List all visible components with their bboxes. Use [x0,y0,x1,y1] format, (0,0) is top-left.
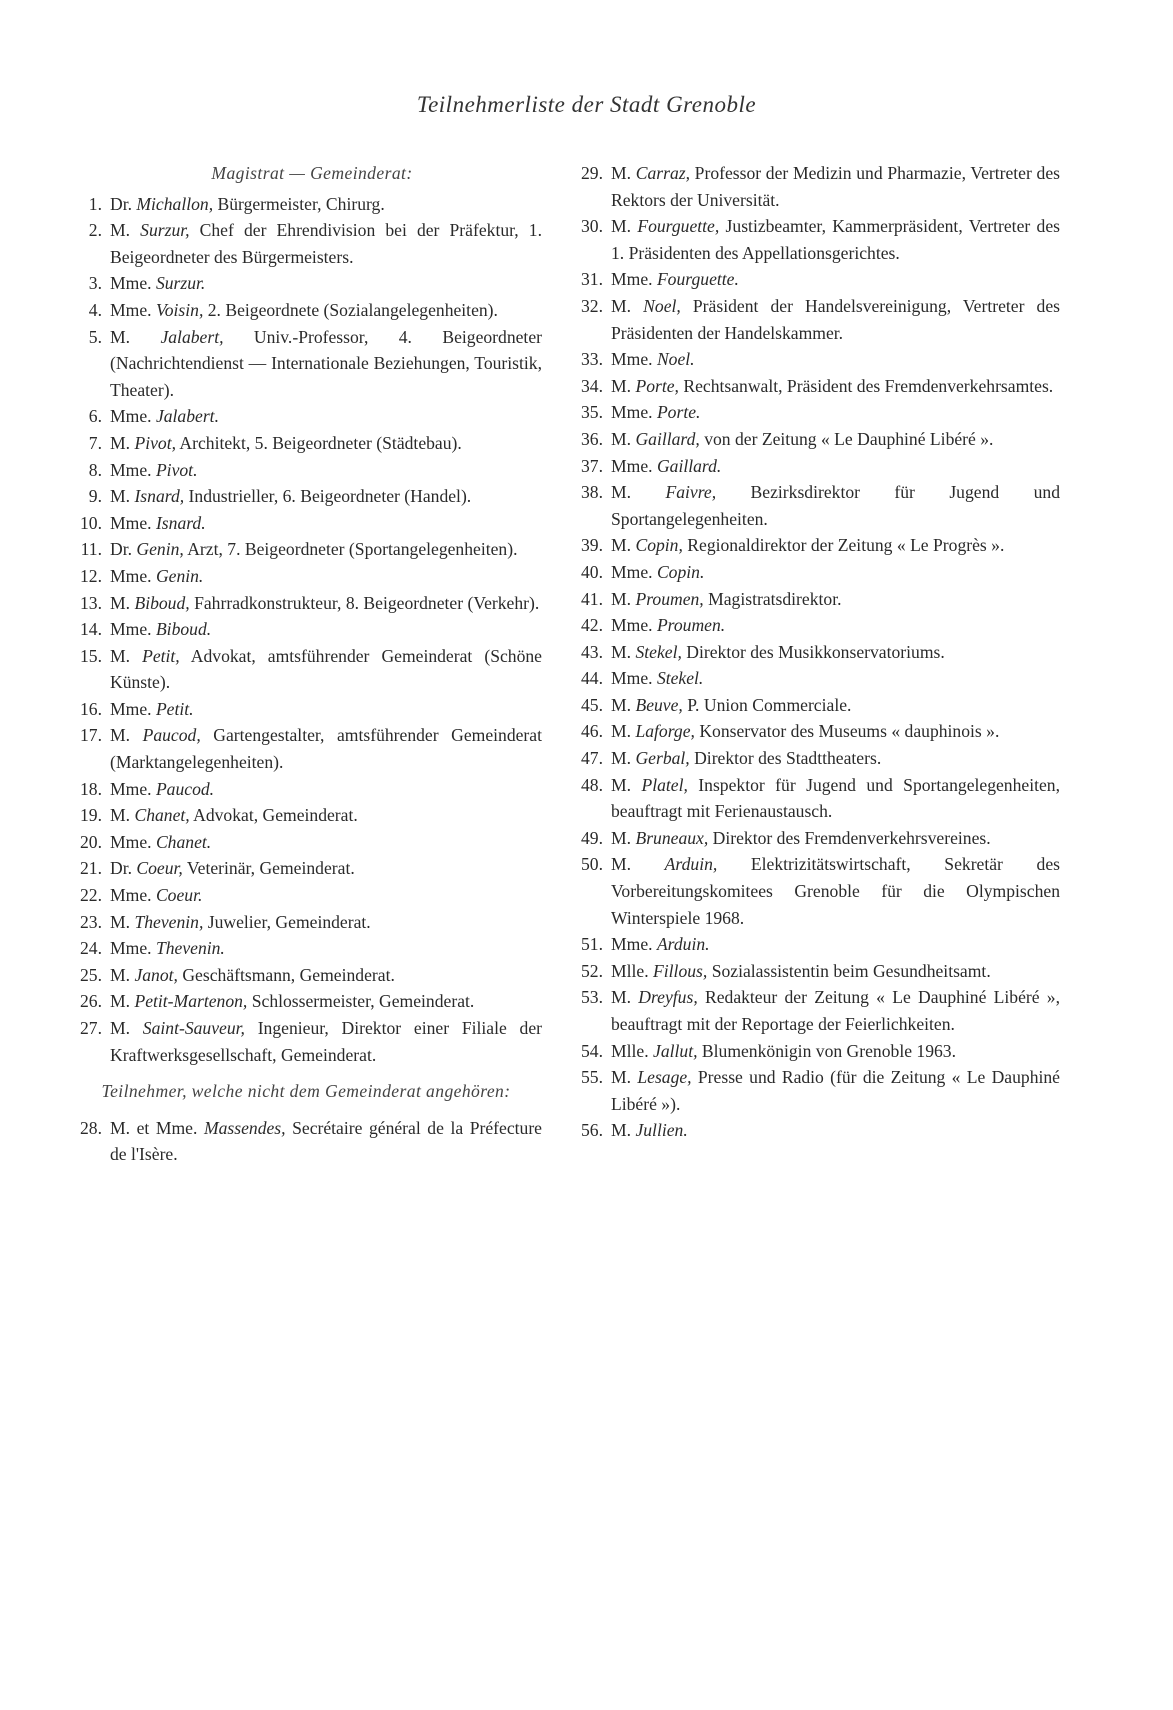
list-item [563,612,1060,639]
entry-number: 8. [88,459,102,480]
list-item [62,270,542,297]
entry-number: 22. [80,885,102,906]
list-item [62,430,542,457]
list-item [563,931,1060,958]
entry-name: Paucod, [142,725,201,746]
entry-description: Schlossermeister, Gemeinderat. [247,991,475,1012]
entry-name: Carraz, [635,163,690,183]
entry-name: Gaillard, [635,428,700,449]
list-item [563,346,1060,373]
list-item [563,958,1060,985]
entry-description: Advokat, Gemeinderat. [189,805,358,826]
entry-name: Porte. [656,402,701,423]
entry-name: Chanet. [155,831,212,852]
list-item [62,590,542,617]
list-item [62,802,542,829]
entry-title: M. [611,295,644,316]
entry-name: Jalabert. [155,406,219,427]
entry-title: M. [611,774,642,795]
entry-name: Pivot, [134,432,176,453]
entry-name: Biboud. [155,619,212,640]
entry-description: 2. Beigeordnete (Sozialangelegenheiten). [203,299,498,320]
entry-number: 43. [581,641,603,662]
entry-number: 23. [80,911,102,932]
entry-title: M. [110,964,135,985]
entry-name: Thevenin. [155,938,225,959]
entry-number: 12. [80,565,102,586]
entry-list-magistrat [62,191,542,1069]
entry-name: Coeur, [136,858,183,879]
entry-number: 18. [80,778,102,799]
entry-name: Fourguette. [656,269,739,290]
entry-name: Chanet, [134,805,190,826]
list-item [563,1064,1060,1117]
entry-description: Professor der Medizin und Pharmazie, Vertreter des Rektors der Universität. [611,163,1060,210]
list-item [563,1117,1060,1144]
list-item [62,909,542,936]
entry-title: M. [611,588,636,609]
entry-title: M. [611,854,665,875]
entry-number: 2. [88,220,102,241]
entry-name: Biboud, [134,592,190,613]
list-item [62,403,542,430]
list-item [563,559,1060,586]
entry-description: Blumenkönigin von Grenoble 1963. [697,1040,957,1061]
entry-number: 10. [80,512,102,533]
entry-title: Dr. [110,539,137,560]
entry-title: M. [110,1018,143,1038]
entry-name: Pivot. [155,459,198,480]
entry-title: Mme. [110,512,156,533]
entry-description: Inspektor für Jugend und Sportangelegenheiten, beauftragt mit Ferienaustausch. [611,774,1060,822]
entry-number: 9. [88,486,102,507]
entry-description: Secrétaire général de la Préfecture de l'Isère. [110,1117,542,1165]
entry-title: M. [611,1067,638,1088]
entry-description: von der Zeitung « Le Dauphiné Libéré ». [699,428,994,449]
right-column [563,160,1060,1144]
list-item [563,586,1060,613]
list-item [563,772,1060,825]
list-item [62,324,542,404]
entry-title: Mlle. [611,960,654,981]
entry-title: M. [110,991,135,1012]
entry-number: 34. [581,375,603,396]
entry-number: 56. [581,1120,603,1141]
entry-name: Noel, [643,295,681,316]
list-item [62,510,542,537]
entry-title: Mme. [110,938,156,959]
entry-name: Petit, [142,645,180,666]
entry-number: 38. [581,482,603,503]
entry-description: Univ.-Professor, 4. Beigeordneter (Nachrichtendienst — Internationale Beziehungen, Touristik, Theater). [110,326,542,400]
entry-number: 1. [88,193,102,214]
entry-description: Arzt, 7. Beigeordneter (Sportangelegenheiten). [183,539,518,560]
entry-number: 3. [88,273,102,294]
entry-title: M. [110,592,135,613]
entry-number: 13. [80,592,102,613]
list-item [563,639,1060,666]
entry-number: 6. [88,406,102,427]
entry-name: Copin. [656,561,705,582]
list-item [62,776,542,803]
entry-number: 53. [581,987,603,1008]
entry-title: Mme. [110,406,156,427]
list-item [563,373,1060,400]
entry-name: Janot, [134,964,178,985]
entry-description: Präsident der Handelsvereinigung, Vertreter des Präsidenten der Handelskammer. [611,295,1060,343]
entry-list-other [62,1115,542,1168]
entry-name: Stekel, [635,641,682,662]
entry-title: Mme. [611,455,657,476]
entry-title: M. [611,163,636,183]
entry-title: Mme. [611,615,657,636]
entry-title: M. [110,486,135,507]
list-item [563,718,1060,745]
entry-title: M. [110,725,143,746]
entry-description: Sozialassistentin beim Gesundheitsamt. [707,960,991,981]
entry-name: Coeur. [155,885,203,906]
entry-title: M. [611,748,636,769]
entry-number: 36. [581,428,603,449]
list-item [563,399,1060,426]
entry-title: Mme. [110,885,156,906]
entry-name: Surzur. [155,273,206,294]
entry-name: Genin. [155,565,204,586]
entry-title: Mme. [110,619,156,640]
entry-number: 21. [80,858,102,879]
entry-number: 42. [581,615,603,636]
entry-description: Elektrizitätswirtschaft, Sekretär des Vorbereitungskomitees Grenoble für die Olympischen Winterspiele 1968. [611,854,1060,928]
list-item [563,532,1060,559]
entry-name: Thevenin, [134,911,204,932]
list-item [563,479,1060,532]
entry-number: 54. [581,1040,603,1061]
list-item [62,935,542,962]
list-item [62,1115,542,1168]
entry-number: 47. [581,748,603,769]
entry-number: 20. [80,831,102,852]
entry-number: 14. [80,619,102,640]
entry-title: Mme. [110,831,156,852]
entry-number: 35. [581,402,603,423]
entry-description: P. Union Commerciale. [682,694,852,715]
entry-description: Justizbeamter, Kammerpräsident, Vertreter des 1. Präsidenten des Appellationsgerichtes. [611,216,1060,263]
entry-description: Redakteur der Zeitung « Le Dauphiné Libéré », beauftragt mit der Reportage der Feierlichkeiten. [611,987,1060,1034]
entry-description: Magistratsdirektor. [703,588,842,609]
list-item [62,483,542,510]
entry-description: Advokat, amtsführender Gemeinderat (Schöne Künste). [110,645,542,693]
list-item [62,882,542,909]
entry-description: Fahrradkonstrukteur, 8. Beigeordneter (Verkehr). [189,592,540,613]
list-item [62,217,542,270]
entry-title: Mme. [611,561,657,582]
entry-name: Gerbal, [635,748,690,769]
entry-title: M. [611,694,636,715]
entry-title: M. [611,428,636,449]
entry-title: Mme. [110,698,156,719]
entry-number: 51. [581,934,603,955]
entry-description: Direktor des Fremdenverkehrsvereines. [708,827,991,848]
entry-name: Arduin. [656,934,710,955]
list-item [563,692,1060,719]
entry-description: Veterinär, Gemeinderat. [182,858,355,879]
entry-title: Mme. [110,299,156,320]
entry-number: 19. [80,805,102,826]
entry-name: Isnard. [155,512,206,533]
entry-title: Mlle. [611,1040,654,1061]
entry-number: 55. [581,1067,603,1088]
list-item [563,266,1060,293]
entry-description: Chef der Ehrendivision bei der Präfektur, 1. Beigeordneter des Bürgermeisters. [110,220,542,267]
entry-description: Direktor des Musikkonservatoriums. [681,641,945,662]
entry-title: M. [611,987,639,1008]
entry-name: Faivre, [665,482,717,503]
entry-name: Proumen, [635,588,704,609]
entry-name: Paucod. [155,778,215,799]
entry-name: Fourguette, [637,216,720,237]
entry-number: 7. [88,432,102,453]
entry-number: 30. [581,216,603,237]
entry-title: Mme. [611,934,657,955]
page-title: Teilnehmerliste der Stadt Grenoble [416,92,757,117]
entry-description: Direktor des Stadttheaters. [689,748,882,769]
entry-title: M. [611,375,636,396]
entry-title: M. [110,326,161,347]
entry-number: 45. [581,694,603,715]
entry-number: 46. [581,721,603,742]
list-item [62,988,542,1015]
entry-number: 31. [581,269,603,290]
entry-name: Arduin, [664,854,718,875]
entry-number: 4. [88,299,102,320]
entry-description: Rechtsanwalt, Präsident des Fremdenverkehrsamtes. [678,375,1054,396]
entry-name: Isnard, [134,486,185,507]
entry-list-right [563,160,1060,1144]
entry-name: Fillous, [653,960,708,981]
entry-number: 15. [80,645,102,666]
entry-title: M. [110,805,135,826]
entry-title: M. [611,535,636,556]
entry-name: Michallon, [136,193,214,214]
entry-description: Gartengestalter, amtsführender Gemeinderat (Marktangelegenheiten). [110,725,542,773]
entry-name: Petit-Martenon, [134,991,248,1012]
entry-description: Geschäftsmann, Gemeinderat. [177,964,395,985]
entry-title: M. [110,432,135,453]
entry-title: Mme. [110,273,156,294]
entry-description: Industrieller, 6. Beigeordneter (Handel). [184,486,472,507]
list-item [62,696,542,723]
entry-title: Mme. [611,349,657,370]
entry-title: M. [611,482,666,503]
list-item [62,536,542,563]
left-column [62,160,542,1168]
entry-number: 5. [88,326,102,347]
list-item [62,962,542,989]
entry-name: Noel. [656,349,695,370]
list-item [563,293,1060,346]
entry-number: 26. [80,991,102,1012]
entry-name: Surzur, [140,220,190,241]
entry-number: 32. [581,295,603,316]
entry-title: Dr. [110,858,137,879]
entry-title: Mme. [611,668,657,689]
list-item [62,722,542,775]
list-item [62,191,542,218]
entry-name: Porte, [635,375,679,396]
entry-name: Jallut, [653,1040,698,1061]
entry-name: Massendes, [203,1117,286,1138]
entry-name: Proumen. [656,615,726,636]
entry-description: Regionaldirektor der Zeitung « Le Progrès ». [682,535,1005,556]
list-item [563,665,1060,692]
list-item [62,616,542,643]
entry-number: 11. [80,539,102,560]
entry-title: M. [110,911,135,932]
entry-description: Konservator des Museums « dauphinois ». [694,721,1000,742]
entry-name: Voisin, [155,299,204,320]
entry-name: Saint-Sauveur, [142,1018,245,1038]
list-item [563,745,1060,772]
entry-title: M. [611,641,636,662]
entry-title: M. [611,1120,636,1141]
entry-number: 25. [80,964,102,985]
entry-name: Dreyfus, [638,987,698,1008]
list-item [563,825,1060,852]
entry-description: Presse und Radio (für die Zeitung « Le Dauphiné Libéré »). [611,1067,1060,1114]
entry-name: Gaillard. [656,455,722,476]
entry-title: Mme. [110,778,156,799]
list-item [563,453,1060,480]
entry-number: 41. [581,588,603,609]
entry-number: 48. [581,774,603,795]
list-item [62,457,542,484]
entry-name: Bruneaux, [635,827,709,848]
entry-title: Dr. [110,193,137,214]
list-item [563,984,1060,1037]
section-heading-other: Teilnehmer, welche nicht dem Gemeinderat angehören: [101,1081,511,1102]
entry-title: M. et Mme. [110,1117,204,1138]
entry-name: Laforge, [635,721,695,742]
entry-description: Juwelier, Gemeinderat. [203,911,371,932]
entry-name: Copin, [635,535,683,556]
entry-name: Stekel. [656,668,704,689]
list-item [563,213,1060,266]
entry-name: Beuve, [635,694,683,715]
entry-description: Ingenieur, Direktor einer Filiale der Kraftwerksgesellschaft, Gemeinderat. [110,1018,542,1065]
entry-title: M. [611,827,636,848]
entry-number: 33. [581,349,603,370]
entry-number: 17. [80,725,102,746]
entry-number: 39. [581,535,603,556]
entry-title: Mme. [611,269,657,290]
list-item [62,1015,542,1068]
entry-number: 27. [80,1018,102,1038]
list-item [62,563,542,590]
entry-number: 50. [581,854,603,875]
list-item [62,643,542,696]
entry-number: 52. [581,960,603,981]
entry-title: Mme. [611,402,657,423]
entry-number: 16. [80,698,102,719]
entry-description: Architekt, 5. Beigeordneter (Städtebau). [175,432,462,453]
entry-description: Bezirksdirektor für Jugend und Sportangelegenheiten. [611,482,1060,529]
entry-name: Platel, [641,774,688,795]
entry-name: Genin, [136,539,184,560]
entry-title: M. [611,216,638,237]
list-item [563,851,1060,931]
section-heading-magistrat: Magistrat — Gemeinderat: [211,163,413,183]
entry-number: 24. [80,938,102,959]
entry-name: Petit. [155,698,194,719]
entry-number: 28. [80,1117,102,1138]
entry-number: 37. [581,455,603,476]
entry-description: Bürgermeister, Chirurg. [213,193,385,214]
entry-name: Lesage, [637,1067,692,1088]
entry-title: Mme. [110,459,156,480]
entry-title: M. [611,721,636,742]
list-item [563,1038,1060,1065]
entry-name: Jullien. [635,1120,688,1141]
entry-title: Mme. [110,565,156,586]
list-item [563,160,1060,213]
entry-number: 40. [581,561,603,582]
list-item [62,829,542,856]
entry-number: 49. [581,827,603,848]
entry-title: M. [110,220,141,241]
list-item [563,426,1060,453]
entry-name: Jalabert, [160,326,224,347]
entry-title: M. [110,645,143,666]
entry-number: 44. [581,668,603,689]
entry-number: 29. [581,163,603,183]
list-item [62,855,542,882]
list-item [62,297,542,324]
